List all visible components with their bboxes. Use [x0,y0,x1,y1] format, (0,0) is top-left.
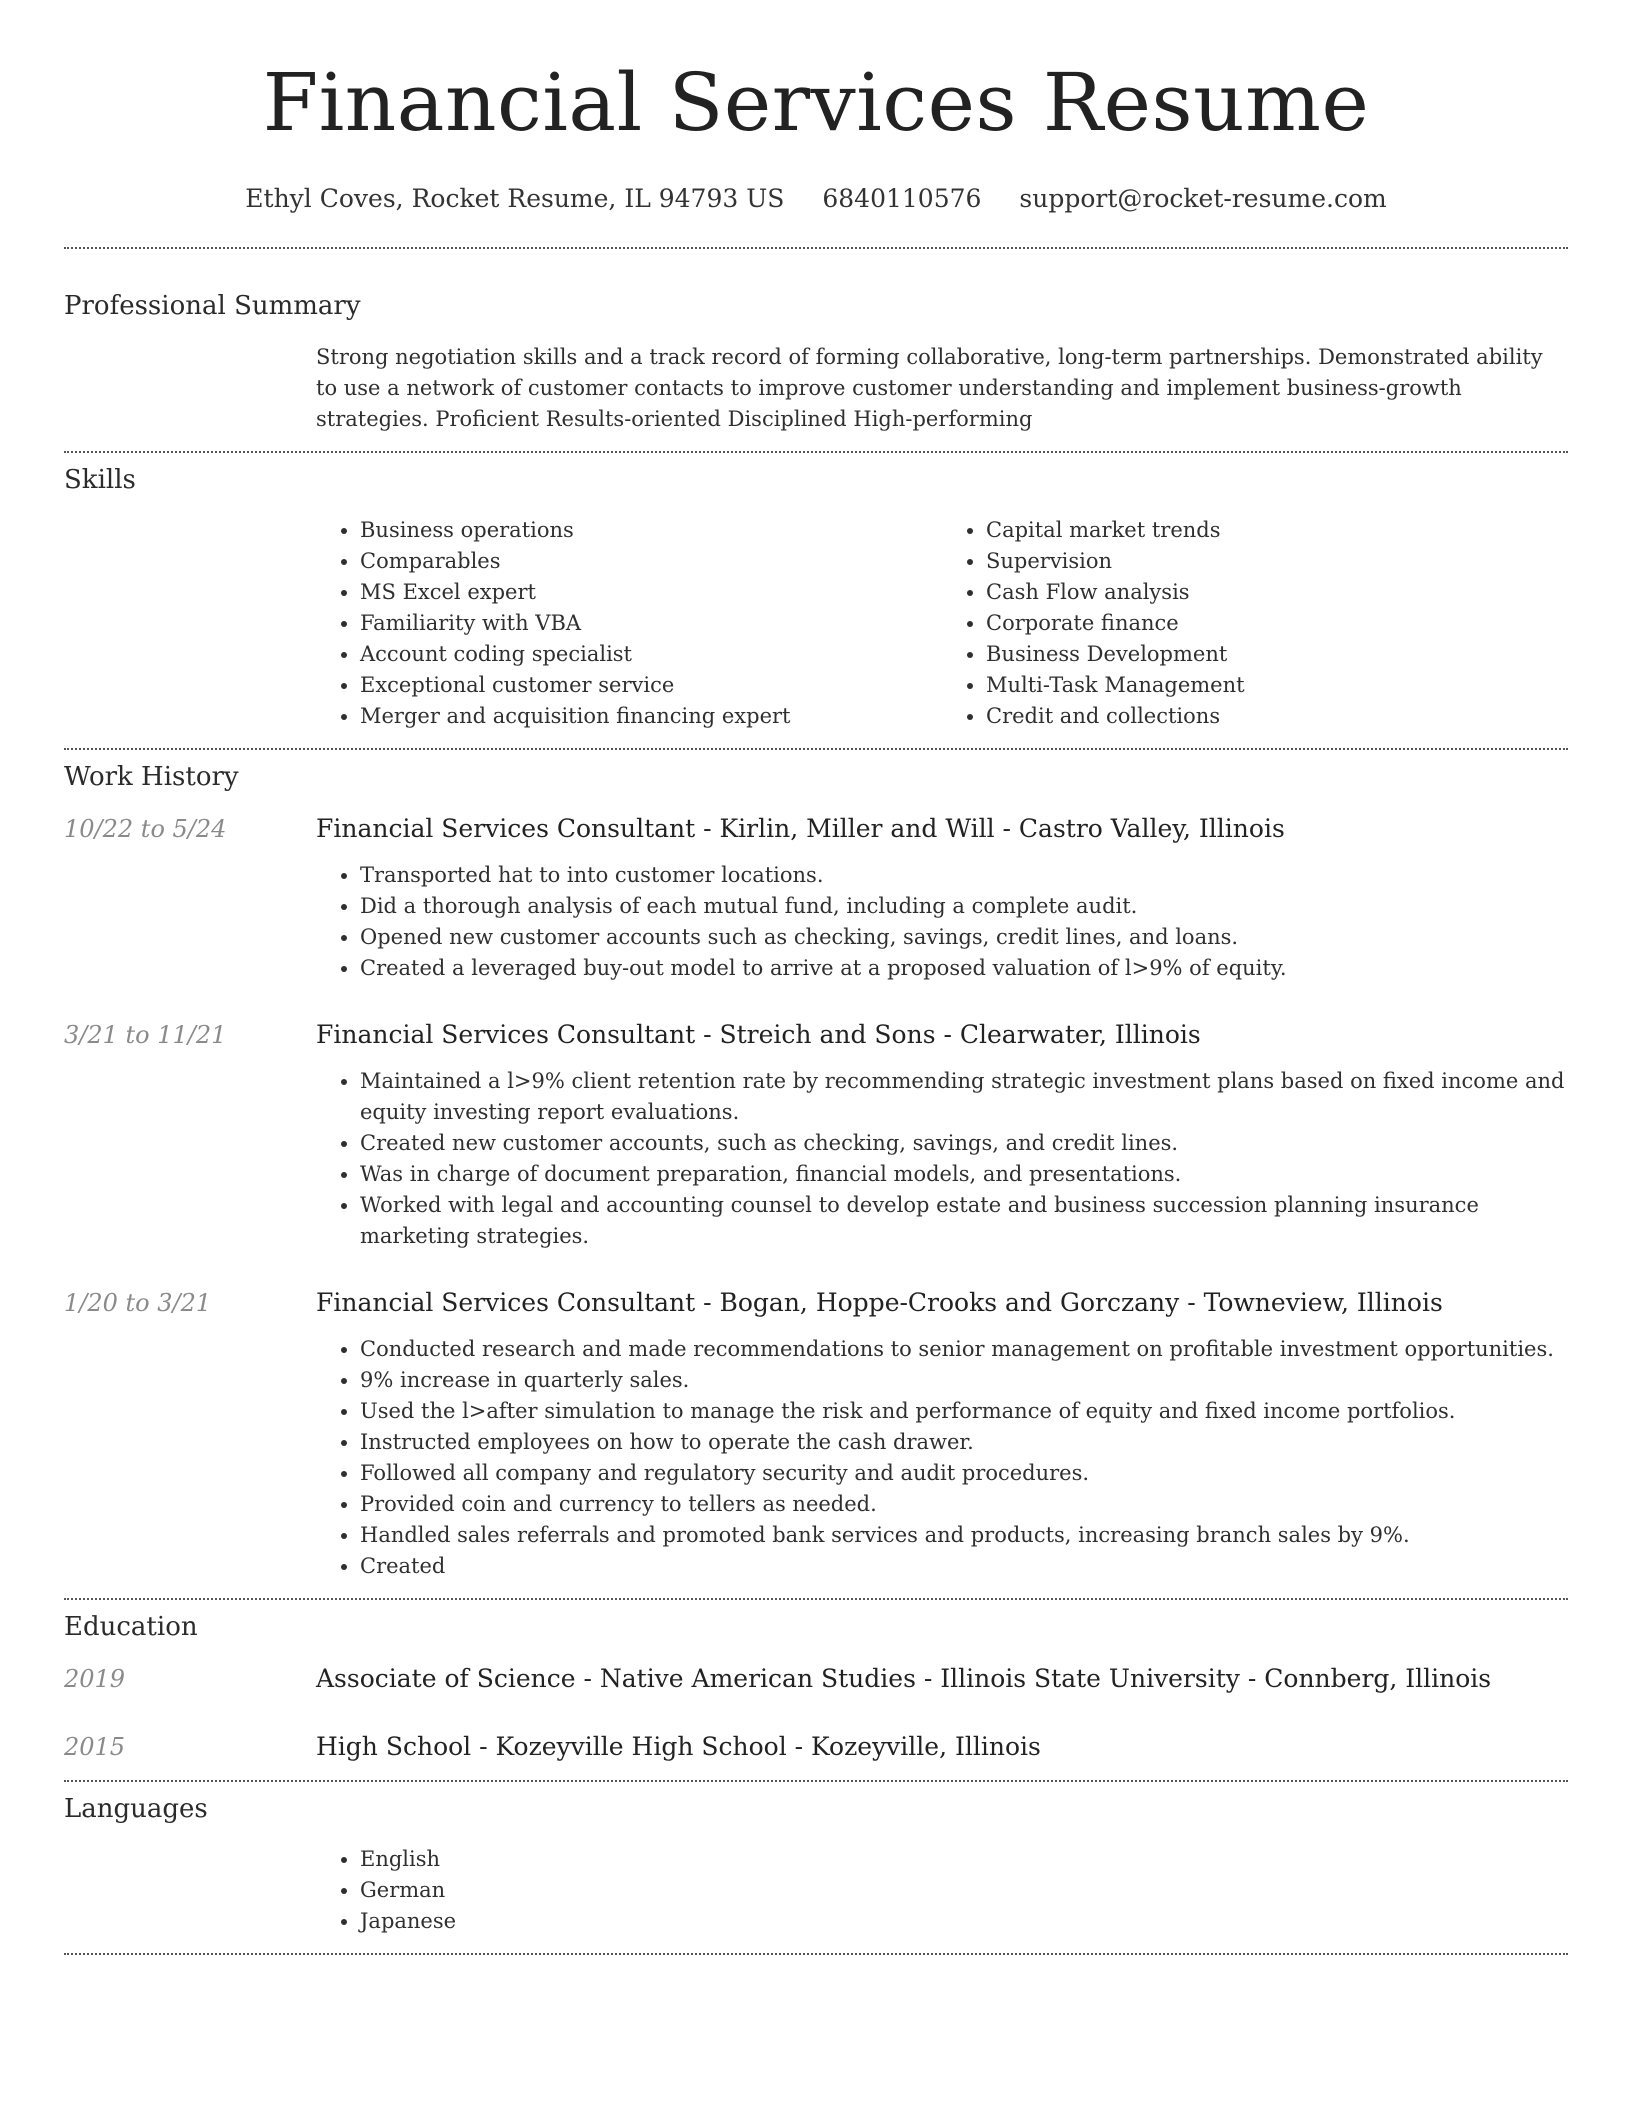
job-date: 3/21 to 11/21 [64,1021,227,1049]
languages-section [64,1782,1568,1937]
skills-list-right [942,515,1568,732]
contact-line [64,184,1568,213]
job-bullets [316,1066,1568,1252]
job-bullet: • Maintained a l>9% client retention rate by recommending strategic investment plans based on fixed income and equity investing report evaluations. [360,1066,1568,1128]
skill-item: • Business operations [360,515,942,546]
skills-section [64,453,1568,732]
languages-list [316,1844,1568,1937]
contact-phone: 6840110576 [822,184,982,213]
section-heading-skills: Skills [64,465,136,495]
language-item: • German [360,1875,1568,1906]
job-entry [64,812,1568,984]
job-bullet: • Followed all company and regulatory security and audit procedures. [360,1458,1568,1489]
job-entry [64,1018,1568,1252]
section-heading-languages: Languages [64,1794,208,1824]
job-bullet: • Created [360,1551,1568,1582]
job-bullet: • Created new customer accounts, such as checking, savings, and credit lines. [360,1128,1568,1159]
education-body [316,1730,1568,1764]
job-date: 10/22 to 5/24 [64,815,227,843]
job-date: 1/20 to 3/21 [64,1289,212,1317]
job-title: Financial Services Consultant - Bogan, Hoppe-Crooks and Gorczany - Towneview, Illinois [316,1288,1443,1317]
job-title: Financial Services Consultant - Kirlin, Miller and Will - Castro Valley, Illinois [316,814,1285,843]
summary-text: Strong negotiation skills and a track record of forming collaborative, long-term partnerships. Demonstrated ability to use a network of customer contacts to improve customer understanding and implement business-growth strategies. Proficient Results-oriented Disciplined High-performing [316,345,1543,431]
education-date: 2015 [64,1733,126,1761]
section-heading-summary: Professional Summary [64,291,361,321]
resume-title: Financial Services Resume [262,56,1370,149]
education-title: High School - Kozeyville High School - Kozeyville, Illinois [316,1732,1041,1761]
skill-item: • Merger and acquisition financing expert [360,701,942,732]
job-bullet: • Transported hat to into customer locations. [360,860,1568,891]
education-entry [64,1730,1568,1764]
job-bullet: • 9% increase in quarterly sales. [360,1365,1568,1396]
skill-item: • Account coding specialist [360,639,942,670]
contact-address: Ethyl Coves, Rocket Resume, IL 94793 US [245,184,785,213]
work-section [64,750,1568,1582]
job-bullet: • Was in charge of document preparation, financial models, and presentations. [360,1159,1568,1190]
language-item: • English [360,1844,1568,1875]
job-bullet: • Provided coin and currency to tellers as needed. [360,1489,1568,1520]
job-bullet: • Conducted research and made recommendations to senior management on profitable investment opportunities. [360,1334,1568,1365]
skills-grid [316,515,1568,732]
section-heading-education: Education [64,1612,198,1642]
skill-item: • Corporate finance [986,608,1568,639]
skill-item: • Cash Flow analysis [986,577,1568,608]
job-body [316,1018,1568,1252]
education-title: Associate of Science - Native American Studies - Illinois State University - Connberg, Illinois [316,1664,1492,1693]
skill-item: • Supervision [986,546,1568,577]
job-bullet: • Did a thorough analysis of each mutual fund, including a complete audit. [360,891,1568,922]
divider [64,1953,1568,1955]
education-date: 2019 [64,1665,126,1693]
skill-item: • MS Excel expert [360,577,942,608]
job-bullet: • Instructed employees on how to operate the cash drawer. [360,1427,1568,1458]
job-title: Financial Services Consultant - Streich and Sons - Clearwater, Illinois [316,1020,1201,1049]
languages-content [316,1844,1568,1937]
job-bullet: • Worked with legal and accounting counsel to develop estate and business succession planning insurance marketing strategies. [360,1190,1568,1252]
education-section [64,1600,1568,1764]
job-body [316,812,1568,984]
job-bullets [316,860,1568,984]
summary-section [64,249,1568,435]
skill-item: • Comparables [360,546,942,577]
skill-item: • Credit and collections [986,701,1568,732]
language-item: • Japanese [360,1906,1568,1937]
education-body [316,1662,1568,1696]
education-entry [64,1662,1568,1696]
section-heading-work: Work History [64,762,239,792]
skill-item: • Familiarity with VBA [360,608,942,639]
skill-item: • Multi-Task Management [986,670,1568,701]
job-bullet: • Created a leveraged buy-out model to arrive at a proposed valuation of l>9% of equity. [360,953,1568,984]
skills-list-left [316,515,942,732]
skill-item: • Exceptional customer service [360,670,942,701]
job-bullet: • Used the l>after simulation to manage the risk and performance of equity and fixed income portfolios. [360,1396,1568,1427]
skill-item: • Capital market trends [986,515,1568,546]
job-bullet: • Opened new customer accounts such as checking, savings, credit lines, and loans. [360,922,1568,953]
job-bullets [316,1334,1568,1582]
job-body [316,1286,1568,1582]
job-bullet: • Handled sales referrals and promoted bank services and products, increasing branch sales by 9%. [360,1520,1568,1551]
job-entry [64,1286,1568,1582]
contact-email: support@rocket-resume.com [1019,184,1387,213]
skill-item: • Business Development [986,639,1568,670]
